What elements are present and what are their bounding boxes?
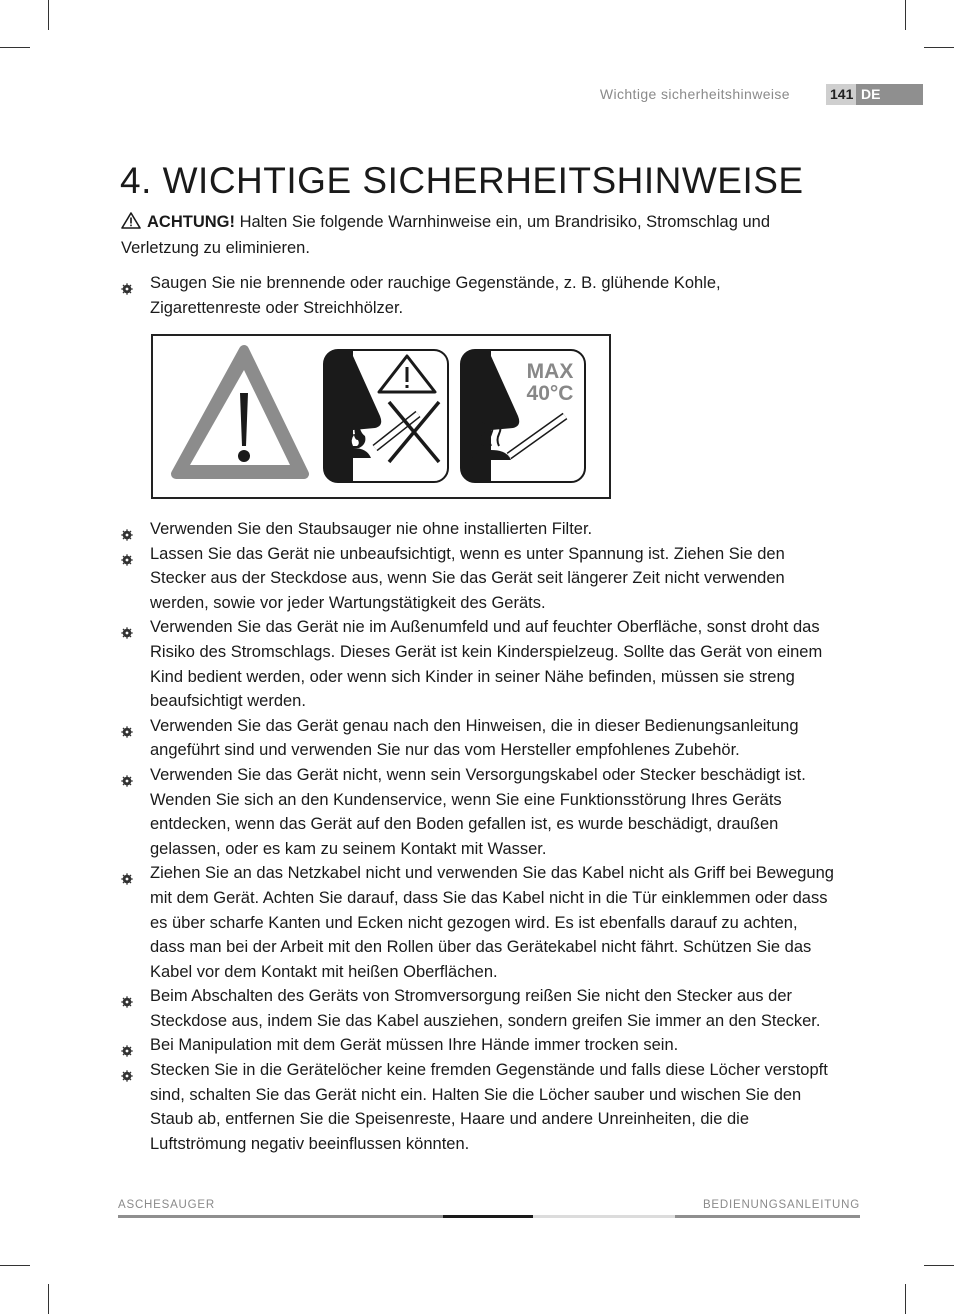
bullet-icon	[121, 278, 133, 290]
footer-product-name: ASCHESAUGER	[118, 1199, 215, 1211]
crop-mark	[48, 1284, 49, 1314]
crop-mark	[905, 0, 906, 30]
list-item	[121, 1033, 836, 1058]
crop-mark	[0, 47, 30, 48]
no-burning-material-icon	[324, 350, 448, 482]
warning-text: Halten Sie folgende Warnhinweise ein, um Brandrisiko, Stromschlag und Verletzung zu eliminieren.	[121, 213, 770, 257]
list-item	[121, 714, 836, 763]
warning-triangle-icon	[121, 212, 141, 236]
list-item	[121, 542, 836, 616]
bullet-list-main	[121, 517, 836, 1156]
list-item-text: Bei Manipulation mit dem Gerät müssen Ihre Hände immer trocken sein.	[150, 1036, 679, 1055]
bullet-icon	[121, 1065, 133, 1077]
footer-document-type: BEDIENUNGSANLEITUNG	[702, 1199, 860, 1211]
list-item	[121, 763, 836, 861]
running-header: Wichtige sicherheitshinweise	[599, 86, 790, 102]
list-item-text: Verwenden Sie das Gerät nie im Außenumfeld und auf feuchter Oberfläche, sonst droht das Risiko des Stromschlags. Dieses Gerät ist kein Kinderspielzeug. Sollte das Gerät von einem Kind bedient werden, oder wenn sich Kinder in seiner Nähe befinden, müssen sie streng beaufsichtigt werden.	[150, 618, 823, 711]
max-temperature-icon	[461, 350, 585, 482]
list-item	[121, 1058, 836, 1156]
warning-paragraph	[121, 210, 821, 260]
page-badge	[826, 84, 923, 105]
crop-mark	[48, 0, 49, 30]
bullet-icon	[121, 868, 133, 880]
temperature-label: 40°C	[526, 382, 574, 405]
crop-mark	[0, 1265, 30, 1266]
language-tag: DE	[856, 84, 923, 105]
list-item	[121, 517, 836, 542]
page-title: 4. WICHTIGE SICHERHEITSHINWEISE	[120, 160, 804, 201]
crop-mark	[924, 1265, 954, 1266]
list-item	[121, 271, 836, 320]
bullet-icon	[121, 524, 133, 536]
bullet-icon	[121, 549, 133, 561]
footer-divider	[118, 1215, 860, 1218]
bullet-icon	[121, 991, 133, 1003]
warning-label: ACHTUNG!	[147, 213, 235, 231]
bullet-icon	[121, 721, 133, 733]
bullet-icon	[121, 622, 133, 634]
crop-mark	[924, 47, 954, 48]
list-item	[121, 984, 836, 1033]
bullet-list-top	[121, 271, 836, 320]
crop-mark	[905, 1284, 906, 1314]
warning-triangle-large-icon	[176, 350, 304, 474]
list-item-text: Stecken Sie in die Gerätelöcher keine fremden Gegenstände und falls diese Löcher verstopft sind, schalten Sie das Gerät nicht ein. Halten Sie die Löcher sauber und wischen Sie den Staub ab, entfernen Sie die Speisenreste, Haare und andere Unreinheiten, die die Luftströmung negativ beeinflussen könnten.	[150, 1061, 828, 1153]
list-item-text: Beim Abschalten des Geräts von Stromversorgung reißen Sie nicht den Stecker aus der Steckdose aus, indem Sie das Kabel ausziehen, sondern greifen Sie immer an den Stecker.	[150, 987, 821, 1030]
bullet-icon	[121, 1040, 133, 1052]
list-item	[121, 861, 836, 984]
list-item	[121, 615, 836, 713]
page-number: 141	[826, 84, 856, 105]
safety-illustration	[151, 334, 611, 499]
list-item-text: Lassen Sie das Gerät nie unbeaufsichtigt, wenn es unter Spannung ist. Ziehen Sie den Stecker aus der Steckdose aus, wenn Sie das Gerät seit längerer Zeit nicht verwenden werden, sowie vor jeder Wartungstätigkeit des Geräts.	[150, 544, 785, 612]
max-label: MAX	[526, 360, 574, 383]
list-item-text: Ziehen Sie an das Netzkabel nicht und verwenden Sie das Kabel nicht als Griff bei Bewegung mit dem Gerät. Achten Sie darauf, dass Sie das Kabel nicht in die Tür einklemmen oder dass es über scharfe Kanten und Ecken nicht gezogen wird. Es ist ebenfalls darauf zu achten, dass man bei der Arbeit mit den Rollen über das Gerätekabel nicht fährt. Schützen Sie das Kabel vor dem Kontakt mit heißen Oberflächen.	[150, 864, 834, 981]
list-item-text: Verwenden Sie den Staubsauger nie ohne installierten Filter.	[150, 520, 593, 538]
list-item-text: Saugen Sie nie brennende oder rauchige Gegenstände, z. B. glühende Kohle, Zigarettenreste oder Streichhölzer.	[150, 274, 721, 317]
list-item-text: Verwenden Sie das Gerät genau nach den Hinweisen, die in dieser Bedienungsanleitung angeführt sind und verwenden Sie nur das vom Hersteller empfohlenes Zubehör.	[150, 716, 799, 760]
list-item-text: Verwenden Sie das Gerät nicht, wenn sein Versorgungskabel oder Stecker beschädigt ist. Wenden Sie sich an den Kundenservice, wenn Sie eine Funktionsstörung Ihres Geräts entdecken, wenn das Gerät auf den Boden gefallen ist, es wurde beschädigt, draußen gelassen, oder es kam zu seinem Kontakt mit Wasser.	[150, 765, 806, 858]
bullet-icon	[121, 770, 133, 782]
